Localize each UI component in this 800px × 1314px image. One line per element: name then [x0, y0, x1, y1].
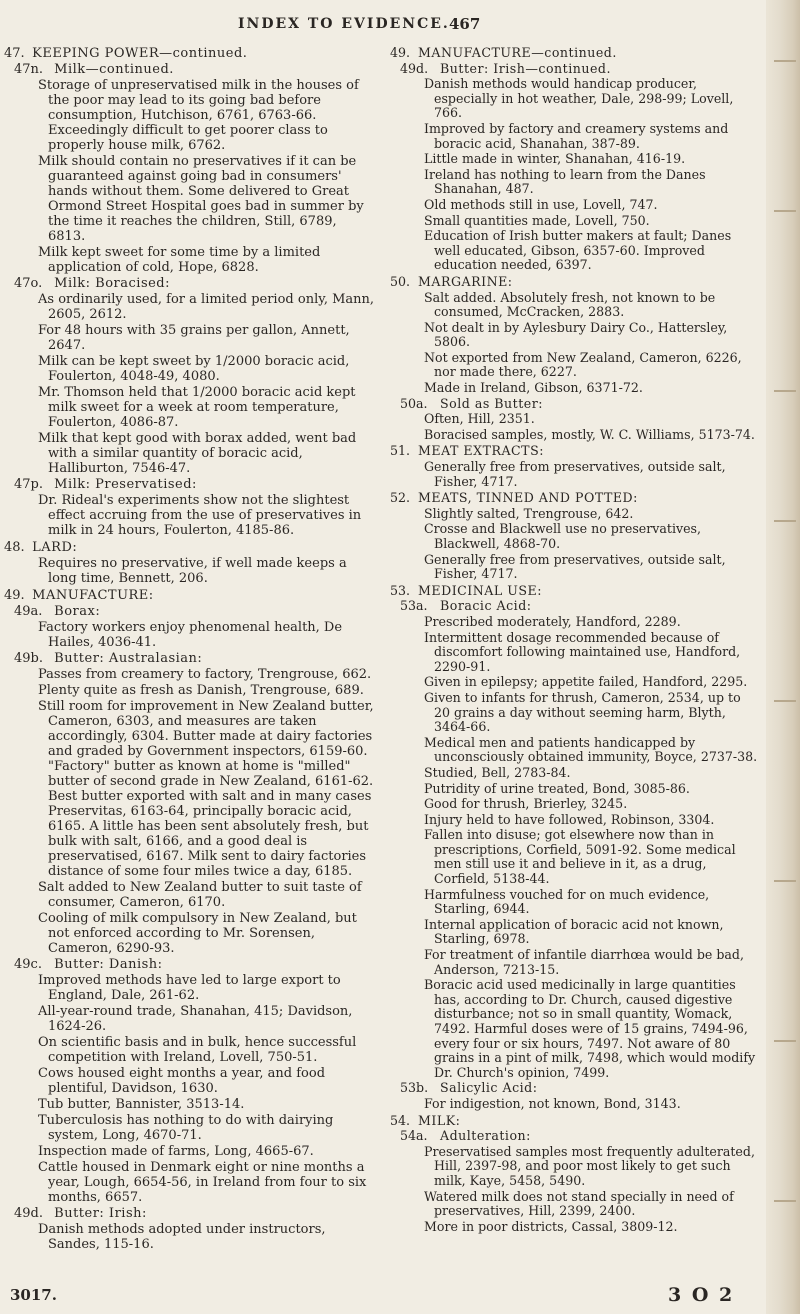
index-entry: Factory workers enjoy phenomenal health, De Hailes, 4036-41.: [38, 620, 343, 650]
entry-label: Butter: Irish:: [54, 1206, 147, 1221]
index-entry: Danish methods adopted under instructors, Sandes, 115-16.: [38, 1222, 326, 1252]
section-heading: [390, 1114, 758, 1129]
index-entry: Inspection made of farms, Long, 4665-67.: [38, 1144, 314, 1159]
subsection-heading: [390, 599, 758, 614]
entry-number: 53b.: [400, 1080, 429, 1096]
entry-number: 49d.: [400, 60, 429, 76]
page-number: 467: [449, 15, 481, 33]
index-entry: Tuberculosis has nothing to do with dairying system, Long, 4670-71.: [38, 1113, 334, 1143]
index-entry: For 48 hours with 35 grains per gallon, Annett, 2647.: [38, 323, 350, 353]
entry-number: 49c.: [14, 957, 42, 972]
entry-number: 49b.: [14, 651, 43, 666]
subsection-heading: [4, 604, 376, 619]
index-entry: Generally free from preservatives, outside salt, Fisher, 4717.: [424, 551, 726, 582]
index-entry: Dr. Rideal's experiments show not the slightest effect accruing from the use of preservatives in milk in 24 hours, Foulerton, 4185-86.: [38, 493, 362, 538]
index-entry: Tub butter, Bannister, 3513-14.: [38, 1097, 245, 1112]
folio-number: 3017.: [10, 1286, 57, 1304]
entry-number: 50.: [390, 273, 411, 289]
index-entry: Improved methods have led to large export to England, Dale, 261-62.: [38, 973, 341, 1003]
running-header: [0, 6, 800, 36]
index-entry: Mr. Thomson held that 1/2000 boracic acid kept milk sweet for a week at room temperature, Foulerton, 4086-87.: [38, 385, 356, 430]
index-entry: Given to infants for thrush, Cameron, 2534, up to 20 grains a day without seeming harm, Blyth, 3464-66.: [424, 689, 741, 735]
index-entry: Harmfulness vouched for on much evidence, Starling, 6944.: [424, 886, 710, 917]
index-entry: Medical men and patients handicapped by unconsciously obtained immunity, Boyce, 2737-38.: [424, 734, 758, 765]
edge-mark: [774, 1200, 796, 1202]
index-entry: Danish methods would handicap producer, especially in hot weather, Dale, 298-99; Lovell, 766.: [424, 76, 734, 121]
entry-number: 51.: [390, 443, 411, 459]
index-entry: Cooling of milk compulsory in New Zealand, but not enforced according to Mr. Sorensen, Cameron, 6290-93.: [38, 911, 357, 956]
index-entry: Education of Irish butter makers at fault; Danes well educated, Gibson, 6357-60. Improved education needed, 6397.: [424, 228, 732, 273]
index-entry: On scientific basis and in bulk, hence successful competition with Ireland, Lovell, 750-51.: [38, 1035, 357, 1065]
index-entry: All-year-round trade, Shanahan, 415; Davidson, 1624-26.: [38, 1004, 353, 1034]
index-entry: Still room for improvement in New Zealand butter, Cameron, 6303, and measures are taken accordingly, 6304. Butter made at dairy factories and graded by Government inspectors, 6159-60. "Factory" butter as known at home is "milled" butter of second grade in New Zealand, 6161-62. Best butter exported with salt and in many cases Preservitas, 6163-64, principally boracic acid, 6165. A little has been sent absolutely fresh, but bulk with salt, 6166, and a good deal is preservatised, 6167. Milk sent to dairy factories distance of some four miles twice a day, 6185.: [38, 699, 374, 879]
subsection-heading: [390, 62, 758, 77]
entry-number: 52.: [390, 490, 411, 506]
subsection-heading: [4, 651, 376, 666]
page-edge: [766, 0, 800, 1314]
entry-label: MANUFACTURE—continued.: [418, 45, 617, 60]
subsection-heading: [4, 957, 376, 972]
section-heading: [4, 46, 376, 61]
entry-label: Milk: Boracised:: [54, 276, 171, 291]
index-entry: Prescribed moderately, Handford, 2289.: [424, 613, 681, 629]
index-entry: Watered milk does not stand specially in need of preservatives, Hill, 2399, 2400.: [424, 1188, 734, 1219]
index-entry: Made in Ireland, Gibson, 6371-72.: [424, 380, 643, 396]
index-entry: Milk should contain no preservatives if it can be guaranteed against going bad in consumers' hands without them. Some delivered to Great Ormond Street Hospital goes bad in summer by the time it reaches the children, Still, 6789, 6813.: [38, 154, 364, 244]
index-entry: Milk can be kept sweet by 1/2000 boracic acid, Foulerton, 4048-49, 4080.: [38, 354, 350, 384]
entry-number: 49d.: [14, 1206, 43, 1221]
right-column: [390, 44, 758, 1234]
entry-label: KEEPING POWER—continued.: [32, 46, 248, 61]
entry-number: 47p.: [14, 477, 43, 492]
index-entry: Slightly salted, Trengrouse, 642.: [424, 505, 634, 521]
index-entry: Preservatised samples most frequently adulterated, Hill, 2397-98, and poor most likely to get such milk, Kaye, 5458, 5490.: [424, 1143, 755, 1188]
index-entry: Salt added. Absolutely fresh, not known to be consumed, McCracken, 2883.: [424, 289, 716, 320]
entry-label: Butter: Australasian:: [54, 651, 203, 666]
index-entry: Salt added to New Zealand butter to suit taste of consumer, Cameron, 6170.: [38, 880, 362, 910]
subsection-heading: [4, 62, 376, 77]
entry-label: Butter: Danish:: [54, 957, 163, 972]
entry-label: Sold as Butter:: [440, 395, 543, 411]
entry-number: 54a.: [400, 1128, 428, 1144]
index-entry: Milk that kept good with borax added, went bad with a similar quantity of boracic acid, Halliburton, 7546-47.: [38, 431, 357, 476]
section-heading: [390, 444, 758, 459]
index-entry: Storage of unpreservatised milk in the houses of the poor may lead to its going bad before consumption, Hutchison, 6761, 6763-66. Exceedingly difficult to get poorer class to properly house milk, 6762.: [38, 78, 359, 153]
index-entry: Intermittent dosage recommended because of discomfort following maintained use, Handford, 2290-91.: [424, 629, 741, 674]
entry-label: MILK:: [418, 1112, 461, 1128]
index-entry: For treatment of infantile diarrhœa would be bad, Anderson, 7213-15.: [424, 947, 744, 977]
entry-number: 54.: [390, 1112, 411, 1128]
subsection-heading: [4, 1206, 376, 1221]
edge-mark: [774, 390, 796, 392]
entry-number: 47.: [4, 46, 25, 61]
entry-label: Milk: Preservatised:: [54, 477, 197, 492]
index-entry: Given in epilepsy; appetite failed, Handford, 2295.: [424, 674, 748, 690]
index-entry: Putridity of urine treated, Bond, 3085-86.: [424, 780, 690, 796]
edge-mark: [774, 210, 796, 212]
index-entry: Internal application of boracic acid not known, Starling, 6978.: [424, 916, 724, 947]
index-entry: Studied, Bell, 2783-84.: [424, 764, 571, 780]
left-column: [4, 44, 376, 1252]
index-entry: As ordinarily used, for a limited period only, Mann, 2605, 2612.: [38, 292, 375, 322]
entry-number: 48.: [4, 540, 25, 555]
index-entry: Requires no preservative, if well made keeps a long time, Bennett, 206.: [38, 556, 347, 586]
section-heading: [390, 275, 758, 290]
index-entry: Improved by factory and creamery systems and boracic acid, Shanahan, 387-89.: [424, 120, 729, 151]
entry-label: Milk—continued.: [54, 62, 174, 77]
entry-label: Butter: Irish—continued.: [440, 60, 611, 76]
index-entry: Fallen into disuse; got elsewhere now than in prescriptions, Corfield, 5091-92. Some medical men still use it and believe in it, as a drug, Corfield, 5138-44.: [424, 827, 736, 887]
running-title: INDEX TO EVIDENCE.: [238, 16, 450, 32]
index-entry: Not exported from New Zealand, Cameron, 6226, nor made there, 6227.: [424, 349, 742, 380]
entry-label: Boracic Acid:: [440, 598, 532, 614]
section-heading: [4, 540, 376, 555]
index-entry: Not dealt in by Aylesbury Dairy Co., Hattersley, 5806.: [424, 319, 728, 350]
subsection-heading: [4, 477, 376, 492]
subsection-heading: [390, 1129, 758, 1144]
entry-label: MEAT EXTRACTS:: [418, 443, 544, 459]
index-entry: Cattle housed in Denmark eight or nine months a year, Lough, 6654-56, in Ireland from four to six months, 6657.: [38, 1160, 367, 1205]
index-entry: Generally free from preservatives, outside salt, Fisher, 4717.: [424, 459, 726, 489]
index-entry: Milk kept sweet for some time by a limited application of cold, Hope, 6828.: [38, 245, 321, 275]
section-heading: [390, 584, 758, 599]
index-entry: Little made in winter, Shanahan, 416-19.: [424, 151, 686, 167]
entry-number: 47n.: [14, 62, 44, 77]
index-entry: Boracised samples, mostly, W. C. Williams, 5173-74.: [424, 426, 755, 442]
entry-number: 49a.: [14, 604, 43, 619]
entry-number: 53.: [390, 582, 411, 598]
edge-mark: [774, 1040, 796, 1042]
entry-number: 50a.: [400, 395, 428, 411]
index-entry: More in poor districts, Cassal, 3809-12.: [424, 1218, 678, 1234]
entry-label: MARGARINE:: [418, 273, 513, 289]
index-entry: For indigestion, not known, Bond, 3143.: [424, 1095, 681, 1111]
index-entry: Boracic acid used medicinally in large quantities has, according to Dr. Church, caused digestive disturbance; not so in small quantity, Womack, 7492. Harmful doses were of 15 grains, 7494-96, every four or six hours, 7497. Not aware of 80 grains in a pint of milk, 7498, which would modify Dr. Church's opinion, 7499.: [424, 977, 756, 1080]
index-entry: Injury held to have followed, Robinson, 3304.: [424, 811, 715, 827]
index-entry: Small quantities made, Lovell, 750.: [424, 212, 650, 228]
entry-number: 53a.: [400, 598, 428, 614]
index-entry: Old methods still in use, Lovell, 747.: [424, 196, 658, 212]
edge-mark: [774, 700, 796, 702]
index-entry: Crosse and Blackwell use no preservatives, Blackwell, 4868-70.: [424, 521, 702, 551]
entry-label: Adulteration:: [440, 1128, 531, 1144]
edge-mark: [774, 880, 796, 882]
entry-label: MEATS, TINNED AND POTTED:: [418, 490, 638, 506]
subsection-heading: [390, 1081, 758, 1096]
index-entry: Passes from creamery to factory, Trengrouse, 662.: [38, 667, 372, 682]
index-entry: Cows housed eight months a year, and food plentiful, Davidson, 1630.: [38, 1066, 326, 1096]
subsection-heading: [390, 397, 758, 412]
section-heading: [390, 491, 758, 506]
entry-label: MEDICINAL USE:: [418, 582, 542, 598]
entry-number: 47o.: [14, 276, 43, 291]
entry-label: LARD:: [32, 540, 78, 555]
entry-label: Borax:: [54, 604, 101, 619]
section-heading: [4, 588, 376, 603]
edge-mark: [774, 520, 796, 522]
sheet-signature: 3 O 2: [668, 1284, 735, 1306]
entry-number: 49.: [4, 588, 25, 603]
index-entry: Plenty quite as fresh as Danish, Trengrouse, 689.: [38, 683, 364, 698]
entry-label: MANUFACTURE:: [32, 588, 154, 603]
entry-number: 49.: [390, 45, 411, 60]
index-entry: Good for thrush, Brierley, 3245.: [424, 796, 628, 812]
subsection-heading: [4, 276, 376, 291]
index-entry: Often, Hill, 2351.: [424, 411, 535, 427]
edge-mark: [774, 60, 796, 62]
entry-label: Salicylic Acid:: [440, 1080, 538, 1096]
index-entry: Ireland has nothing to learn from the Danes Shanahan, 487.: [424, 166, 706, 197]
section-heading: [390, 46, 758, 61]
